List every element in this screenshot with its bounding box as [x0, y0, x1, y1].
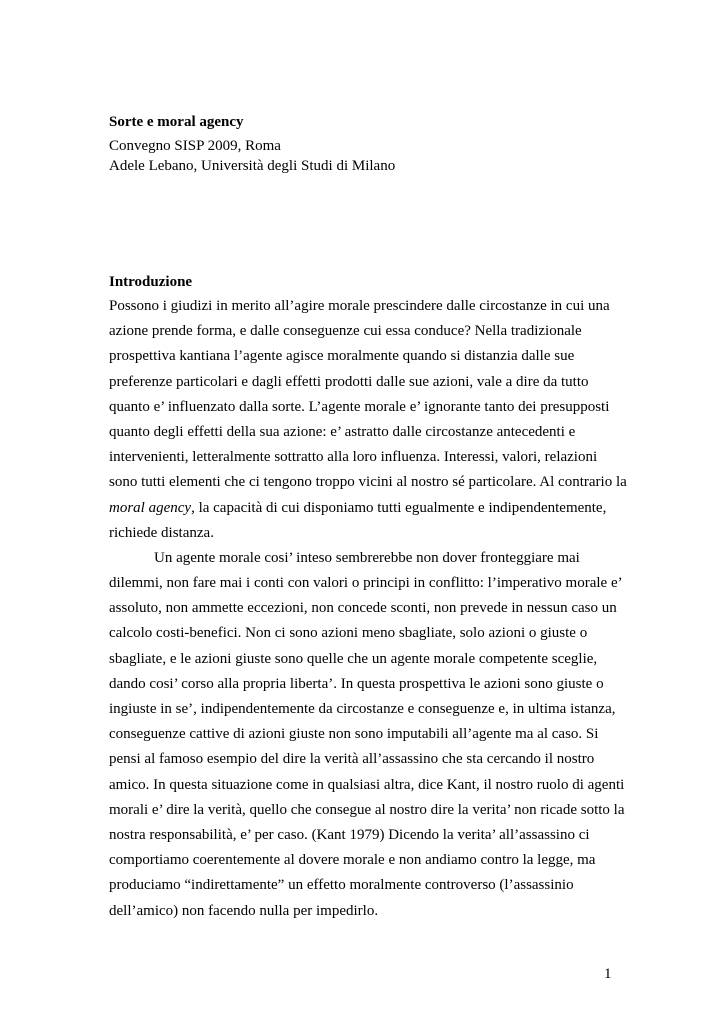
text-line: preferenze particolari e dagli effetti prodotti dalle sue azioni, vale a dire da tutto	[109, 373, 589, 390]
author-line: Adele Lebano, Università degli Studi di Milano	[109, 158, 396, 174]
section-heading: Introduzione	[109, 274, 193, 290]
text-line: sbagliate, e le azioni giuste sono quelle che un agente morale competente sceglie,	[109, 650, 598, 667]
text-line: richiede distanza.	[109, 524, 214, 541]
text-line: Un agente morale cosi’ inteso sembrerebbe non dover fronteggiare mai	[154, 549, 580, 566]
text-line: assoluto, non ammette eccezioni, non concede sconti, non prevede in nessun caso un	[109, 600, 617, 617]
text-line: sono tutti elementi che ci tengono troppo vicini al nostro sé particolare. Al contrario la	[109, 474, 627, 491]
text-line: dell’amico) non facendo nulla per impedirlo.	[109, 902, 379, 919]
text-line: calcolo costi-benefici. Non ci sono azioni meno sbagliate, solo azioni o giuste o	[109, 625, 588, 642]
text-line: dando cosi’ corso alla propria liberta’. In questa prospettiva le azioni sono giuste o	[109, 675, 604, 692]
document-meta	[109, 136, 395, 176]
text-line: comportiamo coerentemente al dovere morale e non andiamo contro la legge, ma	[109, 852, 596, 869]
text-line: azione prende forma, e dalle conseguenze cui essa conduce? Nella tradizionale	[109, 323, 582, 340]
italic-term: moral agency	[109, 499, 192, 516]
text-line: morali e’ dire la verità, quello che consegue al nostro dire la verita’ non ricade sotto la	[109, 801, 625, 818]
text-line: dilemmi, non fare mai i conti con valori o principi in conflitto: l’imperativo morale e’	[109, 575, 623, 592]
text-line: pensi al famoso esempio del dire la verità all’assassino che sta cercando il nostro	[109, 751, 595, 768]
text-line: quanto degli effetti della sua azione: e’ astratto dalle circostanze antecedenti e	[109, 423, 576, 440]
text-line: produciamo “indirettamente” un effetto moralmente controverso (l’assassinio	[109, 877, 574, 894]
text-line: nostra responsabilità, e’ per caso. (Kant 1979) Dicendo la verita’ all’assassino ci	[109, 826, 590, 843]
text-line	[109, 496, 629, 521]
text-line: quanto e’ influenzato dalla sorte. L’agente morale e’ ignorante tanto dei presupposti	[109, 398, 610, 415]
body-text	[109, 294, 629, 924]
text-line: amico. In questa situazione come in qualsiasi altra, dice Kant, il nostro ruolo di agenti	[109, 776, 625, 793]
text-line: intervenienti, letteralmente sottratto alla loro influenza. Interessi, valori, relazioni	[109, 449, 598, 466]
text-line: conseguenze cattive di azioni giuste non sono imputabili all’agente ma al caso. Si	[109, 726, 599, 743]
conference-line: Convegno SISP 2009, Roma	[109, 138, 281, 154]
document-title: Sorte e moral agency	[109, 114, 244, 130]
text-line: Possono i giudizi in merito all’agire morale prescindere dalle circostanze in cui una	[109, 298, 610, 314]
page-number: 1	[604, 966, 612, 982]
text-line-rest: , la capacità di cui disponiamo tutti egualmente e indipendentemente,	[191, 499, 607, 516]
text-line: ingiuste in se’, indipendentemente da circostanze e conseguenze e, in ultima istanza,	[109, 701, 616, 717]
text-line: prospettiva kantiana l’agente agisce moralmente quando si distanzia dalle sue	[109, 348, 575, 365]
